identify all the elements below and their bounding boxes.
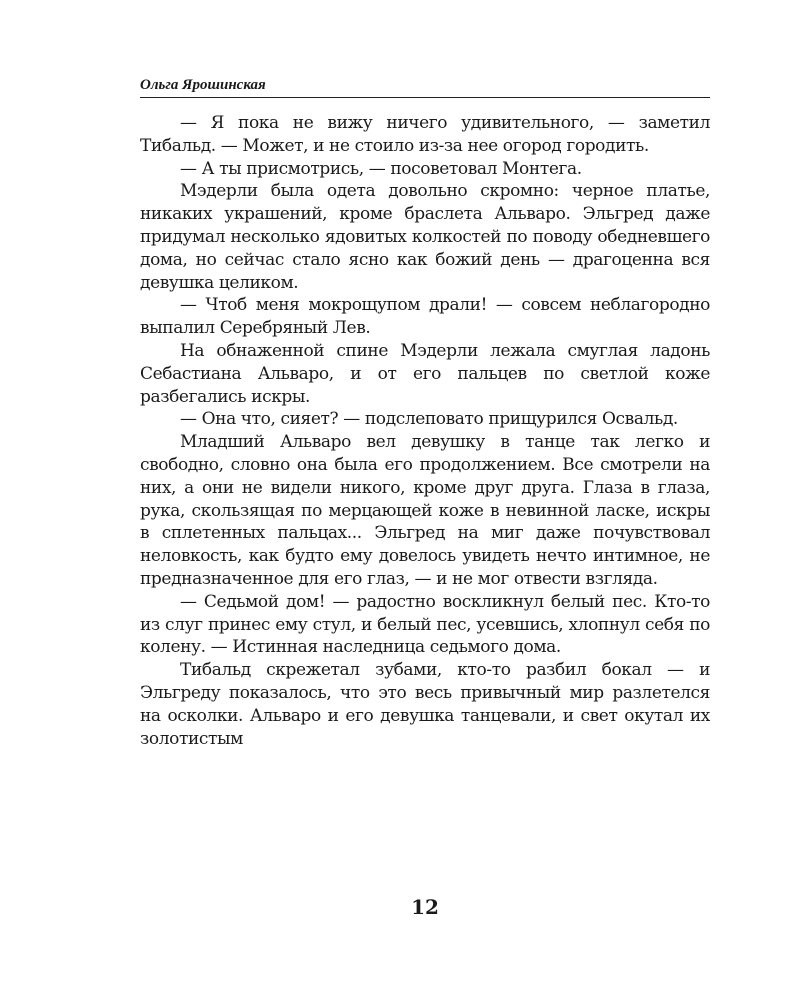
paragraph: Младший Альваро вел девушку в танце так легко и свободно, словно она была его продолжением. Все смотрели на них, а они не видели никого, кроме друг друга. Глаза в глаза, рука, скользящая по мерцающей коже в невинной ласке, искры в сплетенных пальцах... Эльгред на миг даже почувствовал неловкость, как будто ему довелось увидеть нечто интимное, не предназначенное для его глаз, — и не мог отвести взгляда. (140, 432, 710, 589)
body-text (140, 112, 710, 750)
header-rule (140, 97, 710, 98)
running-head-author: Ольга Ярошинская (140, 77, 266, 93)
page-number: 12 (411, 895, 439, 919)
paragraph: Мэдерли была одета довольно скромно: черное платье, никаких украшений, кроме браслета Альваро. Эльгред даже придумал несколько ядовитых колкостей по поводу обедневшего дома, но сейчас стало ясно как божий день — драгоценна вся девушка целиком. (140, 181, 710, 293)
paragraph: Тибальд скрежетал зубами, кто-то разбил бокал — и Эльгреду показалось, что это весь привычный мир разлетелся на осколки. Альваро и его девушка танцевали, и свет окутал их золотистым (140, 660, 710, 749)
paragraph: — Чтоб меня мокрощупом драли! — совсем неблагородно выпалил Серебряный Лев. (140, 295, 710, 339)
paragraph: На обнаженной спине Мэдерли лежала смуглая ладонь Себастиана Альваро, и от его пальцев по светлой коже разбегались искры. (140, 340, 710, 407)
paragraph: — Седьмой дом! — радостно воскликнул белый пес. Кто-то из слуг принес ему стул, и белый пес, усевшись, хлопнул себя по колену. — Истинная наследница седьмого дома. (140, 591, 710, 658)
paragraph: — Я пока не вижу ничего удивительного, — заметил Тибальд. — Может, и не стоило из-за нее огород городить. (140, 113, 710, 156)
paragraph: — Она что, сияет? — подслеповато прищурился Освальд. (180, 409, 678, 430)
paragraph: — А ты присмотрись, — посоветовал Монтега. (180, 158, 582, 179)
